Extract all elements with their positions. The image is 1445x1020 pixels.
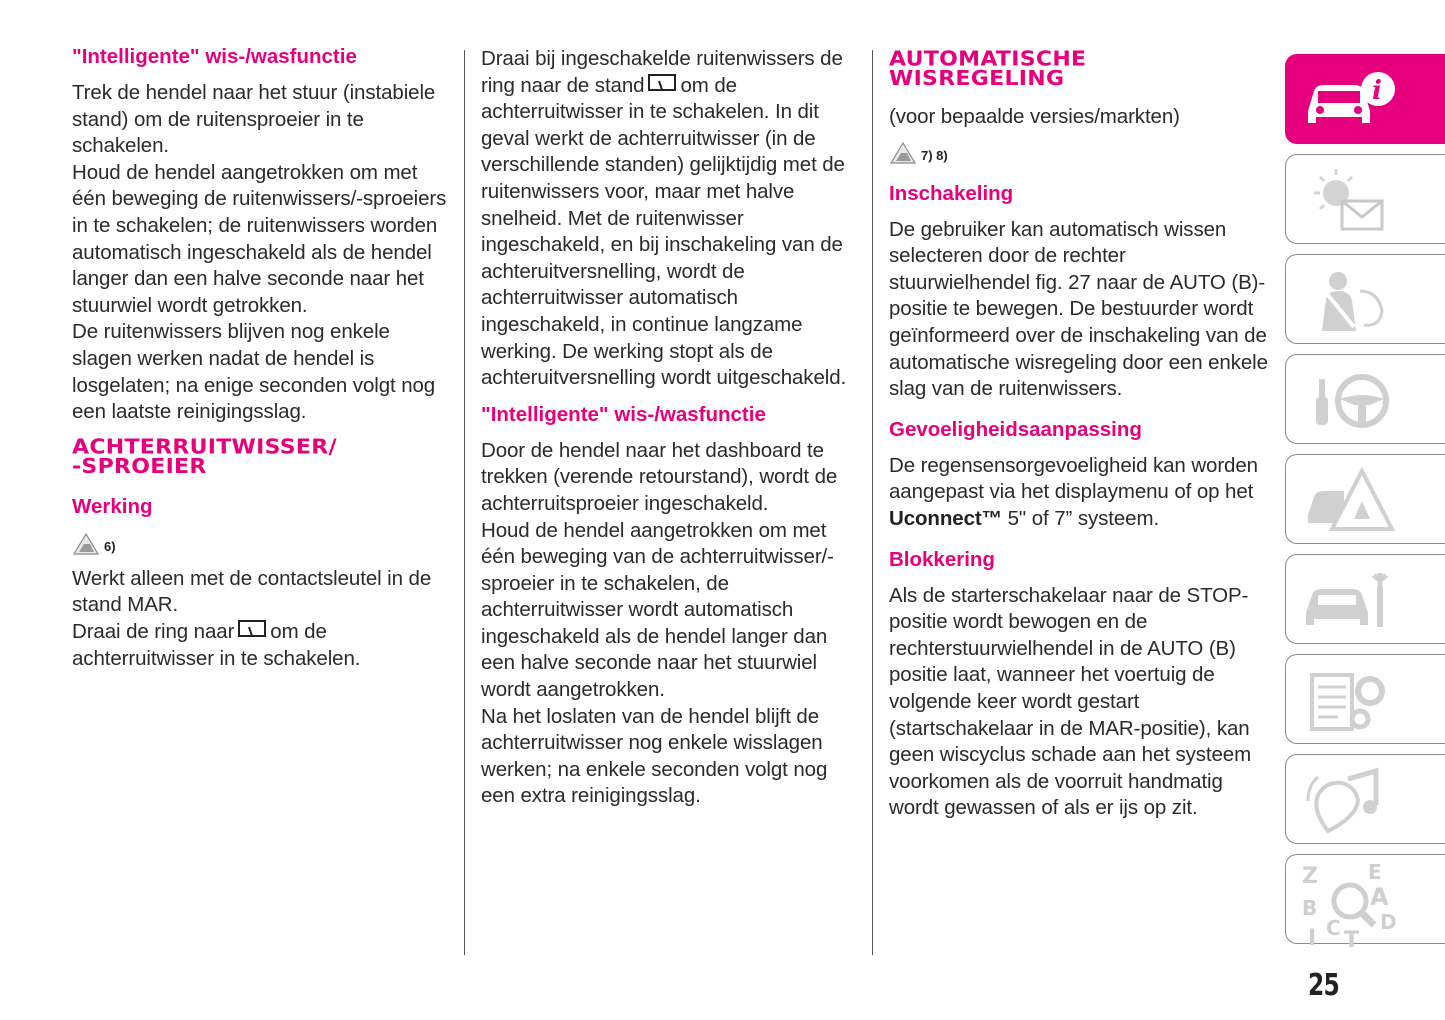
heading-line: AUTOMATISCHE [889, 48, 1087, 72]
paragraph: De gebruiker kan automatisch wissen selecteren door de rechter stuurwielhendel fig. 27 naar de AUTO (B)-positie te bewegen. De bestuurder wordt geïnformeerd over de inschakeling van de automatische wisregeling door een enkele slag van de ruitenwissers. [889, 217, 1268, 401]
heading-sensitivity: Gevoeligheidsaanpassing [889, 417, 1142, 441]
rear-wiper-icon [647, 73, 677, 95]
paragraph: Na het loslaten van de hendel blijft de achterruitwisser nog enkele wisslagen werken; na enkele seconden volgt nog een extra reinigingsslag. [481, 704, 828, 808]
tab-getting-to-know-car[interactable] [1285, 54, 1445, 144]
heading-operation: Werking [72, 494, 153, 518]
heading-line: ACHTERRUITWISSER/ [72, 435, 337, 459]
uconnect-brand: Uconnect™ [889, 506, 1003, 530]
column-divider [464, 50, 465, 955]
index-letter: B [1302, 896, 1318, 920]
heading-blocking: Blokkering [889, 547, 995, 571]
car-warning-triangle-icon [1298, 461, 1398, 539]
column-divider [872, 50, 873, 955]
paragraph [481, 46, 863, 392]
warning-ref-number: 7) 8) [921, 147, 948, 163]
text-run: Draai de ring naar [72, 619, 235, 643]
text-run: Draai bij ingeschakelde ruitenwissers de ring naar de stand [481, 47, 843, 97]
heading-intelligent-wash-rear: "Intelligente" wis-/wasfunctie [481, 402, 766, 426]
heading-rear-wiper [72, 435, 450, 479]
paragraph: Trek de hendel naar het stuur (instabiele stand) om de ruitensproeier in te schakelen. [72, 81, 436, 158]
tab-technical-data[interactable] [1285, 654, 1445, 744]
column-2 [481, 46, 863, 810]
warning-light-message-icon [1298, 161, 1398, 239]
heading-activation: Inschakeling [889, 181, 1014, 205]
index-letter: I [1308, 926, 1317, 947]
paragraph: Door de hendel naar het dashboard te trekken (verende retourstand), wordt de achterruitsproeier ingeschakeld. [481, 438, 838, 515]
tab-maintenance[interactable] [1285, 554, 1445, 644]
column-3 [889, 50, 1271, 822]
paragraph: Houd de hendel aangetrokken om met één beweging de ruitenwissers/-sproeiers in te schakelen; de ruitenwissers worden automatisch ingeschakeld als de hendel langer dan een halve seconde naar het stuurwiel wordt getrokken. [72, 160, 447, 317]
index-letter: E [1368, 861, 1382, 884]
car-info-icon [1298, 61, 1398, 139]
seatbelt-airbag-icon [1298, 261, 1398, 339]
text-run: om de achterruitwisser in te schakelen. In dit geval werkt de achterruitwisser (in de verschillende standen) gelijktijdig met de ruitenwissers voor, maar met halve snelheid. Met de ruitenwisser ingeschakeld, en bij inschakeling van de achteruitversnelling, wordt de achterruitwisser automatisch ingeschakeld, in continue langzame werking. De werking stopt als de achteruitversnelling wordt uitgeschakeld. [481, 73, 847, 390]
text-run: De regensensorgevoeligheid kan worden aangepast via het displaymenu of op het [889, 453, 1258, 504]
document-gears-icon [1298, 661, 1398, 739]
paragraph [72, 619, 450, 672]
paragraph [889, 453, 1271, 533]
key-steering-wheel-icon [1298, 361, 1398, 439]
warning-reference [889, 139, 1271, 165]
paragraph: Werkt alleen met de contactsleutel in de stand MAR. [72, 566, 432, 617]
text-run: om de achterruitwisser in te schakelen. [72, 619, 361, 670]
index-letter: C [1326, 916, 1341, 940]
paragraph: Als de starterschakelaar naar de STOP-positie wordt bewogen en de rechterstuurwielhendel in de AUTO (B) positie laat, wanneer het voertuig de volgende keer wordt gestart (startschakelaar in de MAR-positie), kan geen wiscyclus schade aan het systeem voorkomen als de voorruit handmatig wordt gewassen of als er ijs op zit. [889, 583, 1252, 820]
index-letter: A [1370, 883, 1389, 911]
svg-text:i: i [1372, 76, 1382, 106]
multimedia-icon [1298, 761, 1398, 839]
heading-line: WISREGELING [889, 67, 1065, 91]
tab-index[interactable] [1285, 854, 1445, 947]
paragraph: Houd de hendel aangetrokken om met één beweging van de achterruitwisser/-sproeier in te schakelen, de achterruitwisser wordt automatisch ingeschakeld als de hendel langer dan een halve seconde naar het stuurwiel wordt aangetrokken. [481, 518, 834, 702]
column-1 [72, 44, 450, 672]
heading-line: -SPROEIER [72, 455, 207, 479]
warning-triangle-icon [72, 532, 100, 556]
car-wrench-icon [1298, 561, 1398, 639]
index-letter: Z [1302, 864, 1318, 889]
tab-multimedia[interactable] [1285, 754, 1445, 844]
rear-wiper-icon [237, 619, 267, 641]
paragraph: (voor bepaalde versies/markten) [889, 105, 1180, 128]
index-letter: D [1380, 910, 1397, 934]
text-run: 5" of 7” systeem. [1007, 506, 1160, 530]
warning-reference [72, 530, 450, 556]
tab-emergency[interactable] [1285, 454, 1445, 544]
warning-ref-number: 6) [104, 538, 116, 554]
tab-starting-driving[interactable] [1285, 354, 1445, 444]
tab-safety[interactable] [1285, 254, 1445, 344]
warning-triangle-icon [889, 141, 917, 165]
index-letters-icon [1298, 861, 1408, 947]
paragraph: De ruitenwissers blijven nog enkele slagen werken nadat de hendel is losgelaten; na enige seconden volgt nog een laatste reinigingsslag. [72, 320, 436, 424]
page-number: 25 [1308, 968, 1340, 1003]
heading-intelligent-wash: "Intelligente" wis-/wasfunctie [72, 45, 357, 68]
tab-dashboard-lights[interactable] [1285, 154, 1445, 244]
index-letter: T [1344, 928, 1360, 947]
heading-automatic-wiping [889, 50, 1271, 89]
